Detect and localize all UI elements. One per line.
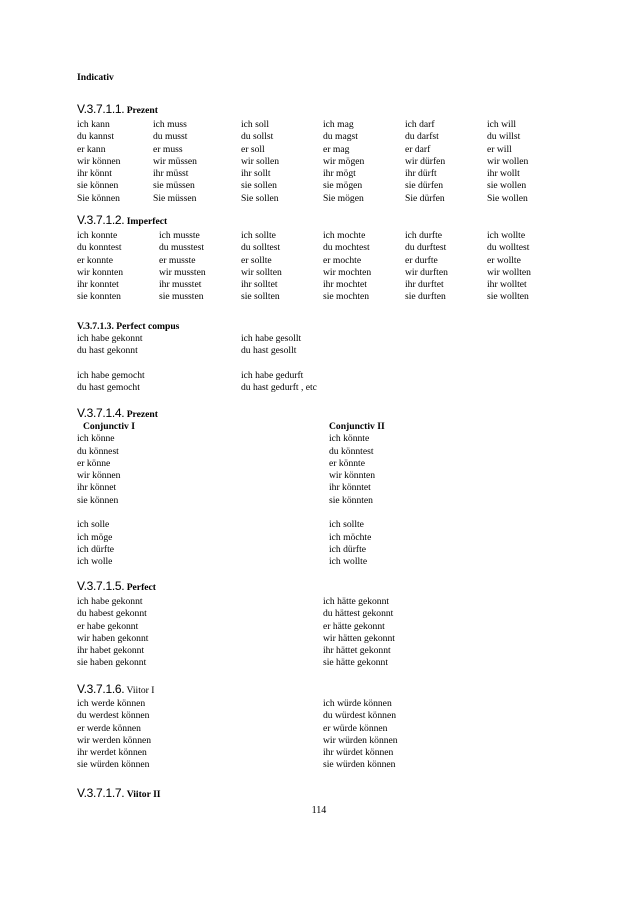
- conjugation-cell: er werde können: [77, 722, 141, 734]
- section-heading-viitor-i: [77, 683, 154, 697]
- conjugation-cell: er würde können: [323, 722, 388, 734]
- conjugation-cell: du werdest können: [77, 710, 150, 722]
- conjugation-cell: er könne: [77, 457, 111, 469]
- conjugation-cell: wir werden können: [77, 734, 152, 746]
- conjugation-cell: ihr mögt: [323, 168, 356, 180]
- conjugation-cell: du darfst: [405, 131, 439, 143]
- conjugation-cell: du hast gedurft , etc: [241, 382, 317, 394]
- table-row: [77, 657, 395, 669]
- conjugation-cell: ihr werdet können: [77, 747, 147, 759]
- conjugation-cell: er sollte: [241, 254, 272, 266]
- conjugation-cell: wir müssen: [153, 155, 197, 167]
- conjugation-cell: sie sollten: [241, 291, 280, 303]
- table-row: [77, 621, 395, 633]
- section-number: V.3.7.1.1.: [77, 102, 125, 116]
- conjugation-cell: wir können: [77, 470, 121, 482]
- conjugation-cell: du musst: [153, 131, 188, 143]
- conjugation-cell: ich würde können: [323, 698, 392, 709]
- conjugation-cell: Sie wollen: [487, 192, 528, 204]
- conjugation-cell: ich wolle: [77, 556, 113, 568]
- conjugation-cell: du hast gemocht: [77, 382, 140, 394]
- conjugation-cell: er muss: [153, 143, 183, 155]
- table-row: [77, 482, 385, 494]
- conjugation-cell: sie durften: [405, 291, 446, 303]
- table-row: [77, 596, 395, 608]
- section-title: Prezent: [126, 409, 158, 420]
- conjugation-cell: sie konnten: [77, 291, 121, 303]
- conjugation-cell: sie dürfen: [405, 180, 444, 192]
- table-row: [77, 358, 317, 370]
- table-row: [77, 131, 547, 143]
- conjugation-cell: du hättest gekonnt: [323, 608, 394, 620]
- section-heading-prezent: [77, 103, 158, 117]
- table-row: [77, 345, 317, 357]
- conjugation-table-prezent: [77, 119, 547, 205]
- table-row: [77, 633, 395, 645]
- conjugation-cell: ich wollte: [487, 230, 526, 241]
- conjugation-cell: ich hätte gekonnt: [323, 596, 390, 607]
- conjugation-cell: Sie dürfen: [405, 192, 445, 204]
- table-row: [77, 433, 385, 445]
- table-row: [77, 495, 385, 507]
- conjugation-cell: ich dürfte: [77, 543, 115, 555]
- conjugation-cell: du mochtest: [323, 242, 370, 254]
- table-row: [77, 168, 547, 180]
- conjugation-cell: sie wollen: [487, 180, 527, 192]
- conjugation-cell: [329, 507, 385, 519]
- conjugation-cell: wir mögen: [323, 155, 365, 167]
- conjugation-cell: sie könnten: [329, 494, 373, 506]
- conjugation-table-conjunctiv: [77, 421, 385, 569]
- table-row: [77, 507, 385, 519]
- conjugation-cell: wir mussten: [159, 266, 206, 278]
- conjugation-cell: wir durften: [405, 266, 448, 278]
- conjugation-cell: Sie können: [77, 192, 120, 204]
- table-row: [77, 556, 385, 568]
- table-row: [77, 382, 317, 394]
- conjugation-table-perfect-compus: [77, 333, 317, 394]
- table-row: [77, 458, 385, 470]
- table-row: [77, 144, 547, 156]
- conjugation-cell: ich sollte: [329, 519, 364, 531]
- conjugation-cell: sie wollten: [487, 291, 529, 303]
- conjugation-cell: ihr durftet: [405, 279, 444, 291]
- table-row: [77, 470, 385, 482]
- conjugation-cell: ihr würdet können: [323, 747, 394, 759]
- conjugation-cell: ich solle: [77, 519, 110, 531]
- conjugation-cell: Sie müssen: [153, 192, 197, 204]
- conjugation-cell: [77, 507, 329, 519]
- conjugation-cell: ich will: [487, 119, 517, 130]
- conjugation-cell: ihr hättet gekonnt: [323, 645, 391, 657]
- conjugation-cell: ich habe gekonnt: [77, 596, 143, 607]
- conjugation-cell: du könnest: [77, 445, 119, 457]
- conjugation-cell: ich konnte: [77, 230, 118, 241]
- conjugation-cell: er kann: [77, 143, 106, 155]
- table-row: [77, 156, 547, 168]
- conjugation-cell: ich muss: [153, 119, 187, 130]
- conjugation-cell: ihr könntet: [329, 482, 371, 494]
- conjugation-cell: ihr wolltet: [487, 279, 527, 291]
- table-row: [77, 747, 398, 759]
- conjugation-cell: ich durfte: [405, 230, 443, 241]
- conjugation-cell: du habest gekonnt: [77, 608, 147, 620]
- conjugation-cell: sie hätte gekonnt: [323, 657, 389, 669]
- conjugation-cell: ihr sollt: [241, 168, 271, 180]
- conjugation-cell: wir konnten: [77, 266, 124, 278]
- conjugation-cell: ich wollte: [329, 556, 368, 568]
- conjugation-cell: ich soll: [241, 119, 269, 130]
- conjugation-cell: Sie sollen: [241, 192, 279, 204]
- conjugation-cell: wir sollten: [241, 266, 282, 278]
- conjugation-cell: du würdest können: [323, 710, 397, 722]
- conjugation-cell: sie mögen: [323, 180, 363, 192]
- conjugation-cell: ich mochte: [323, 230, 366, 241]
- column-header-conjunctiv-ii: Conjunctiv II: [329, 421, 385, 432]
- section-title: Viitor II: [126, 789, 161, 800]
- conjugation-cell: ich mag: [323, 119, 354, 130]
- conjugation-cell: ihr musstet: [159, 279, 202, 291]
- conjugation-cell: wir können: [77, 155, 121, 167]
- conjugation-cell: er musste: [159, 254, 196, 266]
- conjugation-cell: ihr solltet: [241, 279, 278, 291]
- section-number: V.3.7.1.7.: [77, 786, 125, 800]
- conjugation-cell: er konnte: [77, 254, 113, 266]
- conjugation-cell: du kannst: [77, 131, 115, 143]
- section-title: Perfect: [126, 582, 156, 593]
- table-row: [77, 279, 547, 291]
- section-title: Imperfect: [126, 216, 168, 227]
- table-row: [77, 698, 398, 710]
- table-row: [77, 446, 385, 458]
- conjugation-cell: du hast gesollt: [241, 345, 297, 357]
- conjugation-cell: ihr könnt: [77, 168, 112, 180]
- conjugation-cell: sie mussten: [159, 291, 204, 303]
- table-row: [77, 370, 317, 382]
- table-row: [77, 519, 385, 531]
- section-number: V.3.7.1.2.: [77, 213, 125, 227]
- conjugation-cell: er darf: [405, 143, 431, 155]
- section-heading-imperfect: [77, 214, 167, 228]
- conjugation-cell: ich habe gesollt: [241, 333, 302, 344]
- conjugation-cell: wir wollten: [487, 266, 531, 278]
- conjugation-cell: er wollte: [487, 254, 521, 266]
- conjugation-cell: [241, 358, 317, 370]
- conjugation-cell: er hätte gekonnt: [323, 620, 385, 632]
- conjugation-cell: sie sollen: [241, 180, 277, 192]
- section-heading-viitor-ii: [77, 787, 161, 801]
- table-row: [77, 180, 547, 192]
- section-heading-prezent-conjunctiv: [77, 407, 158, 421]
- conjugation-cell: sie können: [77, 494, 119, 506]
- conjugation-cell: ihr müsst: [153, 168, 189, 180]
- conjugation-cell: wir haben gekonnt: [77, 632, 149, 644]
- conjugation-cell: ich darf: [405, 119, 435, 130]
- section-title: Viitor I: [126, 685, 155, 696]
- table-row: [77, 291, 547, 303]
- section-heading-perfect: [77, 580, 156, 594]
- conjugation-cell: ich habe gemocht: [77, 369, 145, 381]
- conjugation-cell: ihr mochtet: [323, 279, 367, 291]
- conjugation-cell: wir könnten: [329, 470, 376, 482]
- conjugation-cell: du sollst: [241, 131, 274, 143]
- table-row: [77, 242, 547, 254]
- conjugation-cell: ich möchte: [329, 531, 372, 543]
- table-row: [77, 532, 385, 544]
- conjugation-cell: wir mochten: [323, 266, 372, 278]
- conjugation-cell: ihr könnet: [77, 482, 117, 494]
- conjugation-cell: er mochte: [323, 254, 362, 266]
- conjugation-cell: du durftest: [405, 242, 447, 254]
- conjugation-cell: du konntest: [77, 242, 122, 254]
- conjugation-cell: er will: [487, 143, 512, 155]
- section-title: Prezent: [126, 105, 158, 116]
- table-row: [77, 645, 395, 657]
- page-number: 114: [311, 805, 327, 816]
- conjugation-cell: Sie mögen: [323, 192, 364, 204]
- conjugation-cell: ich habe gedurft: [241, 369, 304, 381]
- conjugation-cell: [77, 358, 241, 370]
- conjugation-cell: du willst: [487, 131, 521, 143]
- conjugation-cell: ich könnte: [329, 433, 370, 445]
- conjugation-cell: er durfte: [405, 254, 438, 266]
- conjugation-cell: er habe gekonnt: [77, 620, 139, 632]
- conjugation-cell: ihr konntet: [77, 279, 119, 291]
- conjugation-table-viitor-i: [77, 698, 398, 772]
- conjugation-cell: sie würden können: [323, 759, 396, 771]
- table-row: [77, 255, 547, 267]
- table-row: [77, 230, 547, 242]
- conjugation-cell: wir hätten gekonnt: [323, 632, 395, 644]
- conjugation-cell: du könntest: [329, 445, 374, 457]
- conjugation-cell: ich werde können: [77, 698, 146, 709]
- conjugation-cell: du magst: [323, 131, 358, 143]
- section-number: V.3.7.1.6.: [77, 682, 125, 696]
- table-row: [77, 735, 398, 747]
- conjugation-cell: sie würden können: [77, 759, 150, 771]
- conjugation-cell: ich musste: [159, 230, 200, 241]
- conjugation-cell: ihr dürft: [405, 168, 437, 180]
- conjugation-cell: wir dürfen: [405, 155, 446, 167]
- conjugation-cell: wir wollen: [487, 155, 529, 167]
- conjugation-cell: sie müssen: [153, 180, 195, 192]
- table-row: [77, 193, 547, 205]
- conjugation-table-perfect: [77, 596, 395, 670]
- table-row: [77, 267, 547, 279]
- indicativ-label: Indicativ: [77, 72, 114, 83]
- conjugation-cell: wir sollen: [241, 155, 280, 167]
- table-row: [77, 333, 317, 345]
- column-header-conjunctiv-i: Conjunctiv I: [83, 421, 135, 432]
- conjugation-cell: er soll: [241, 143, 265, 155]
- conjugation-cell: ihr habet gekonnt: [77, 645, 145, 657]
- conjugation-cell: ich sollte: [241, 230, 276, 241]
- section-number: V.3.7.1.4.: [77, 406, 125, 420]
- table-row: [77, 544, 385, 556]
- conjugation-cell: ich habe gekonnt: [77, 333, 143, 344]
- section-number: V.3.7.1.5.: [77, 579, 125, 593]
- conjugation-cell: wir würden können: [323, 734, 398, 746]
- conjugation-cell: sie können: [77, 180, 119, 192]
- conjugation-cell: du hast gekonnt: [77, 345, 138, 357]
- conjugation-cell: sie haben gekonnt: [77, 657, 147, 669]
- conjugation-cell: du musstest: [159, 242, 205, 254]
- conjugation-cell: du solltest: [241, 242, 281, 254]
- conjugation-table-imperfect: [77, 230, 547, 304]
- conjugation-cell: ich dürfte: [329, 543, 367, 555]
- conjugation-cell: du wolltest: [487, 242, 530, 254]
- table-row: [77, 759, 398, 771]
- conjugation-cell: ihr wollt: [487, 168, 520, 180]
- table-row: [77, 119, 547, 131]
- conjugation-cell: sie mochten: [323, 291, 370, 303]
- table-row: [77, 723, 398, 735]
- conjugation-cell: ich könne: [77, 433, 115, 445]
- conjugation-cell: ich kann: [77, 119, 110, 130]
- conjugation-cell: er mag: [323, 143, 350, 155]
- section-heading-perfect-compus: V.3.7.1.3. Perfect compus: [77, 321, 180, 332]
- conjugation-cell: er könnte: [329, 457, 365, 469]
- table-row: [77, 710, 398, 722]
- table-row: [77, 608, 395, 620]
- conjugation-cell: ich möge: [77, 531, 113, 543]
